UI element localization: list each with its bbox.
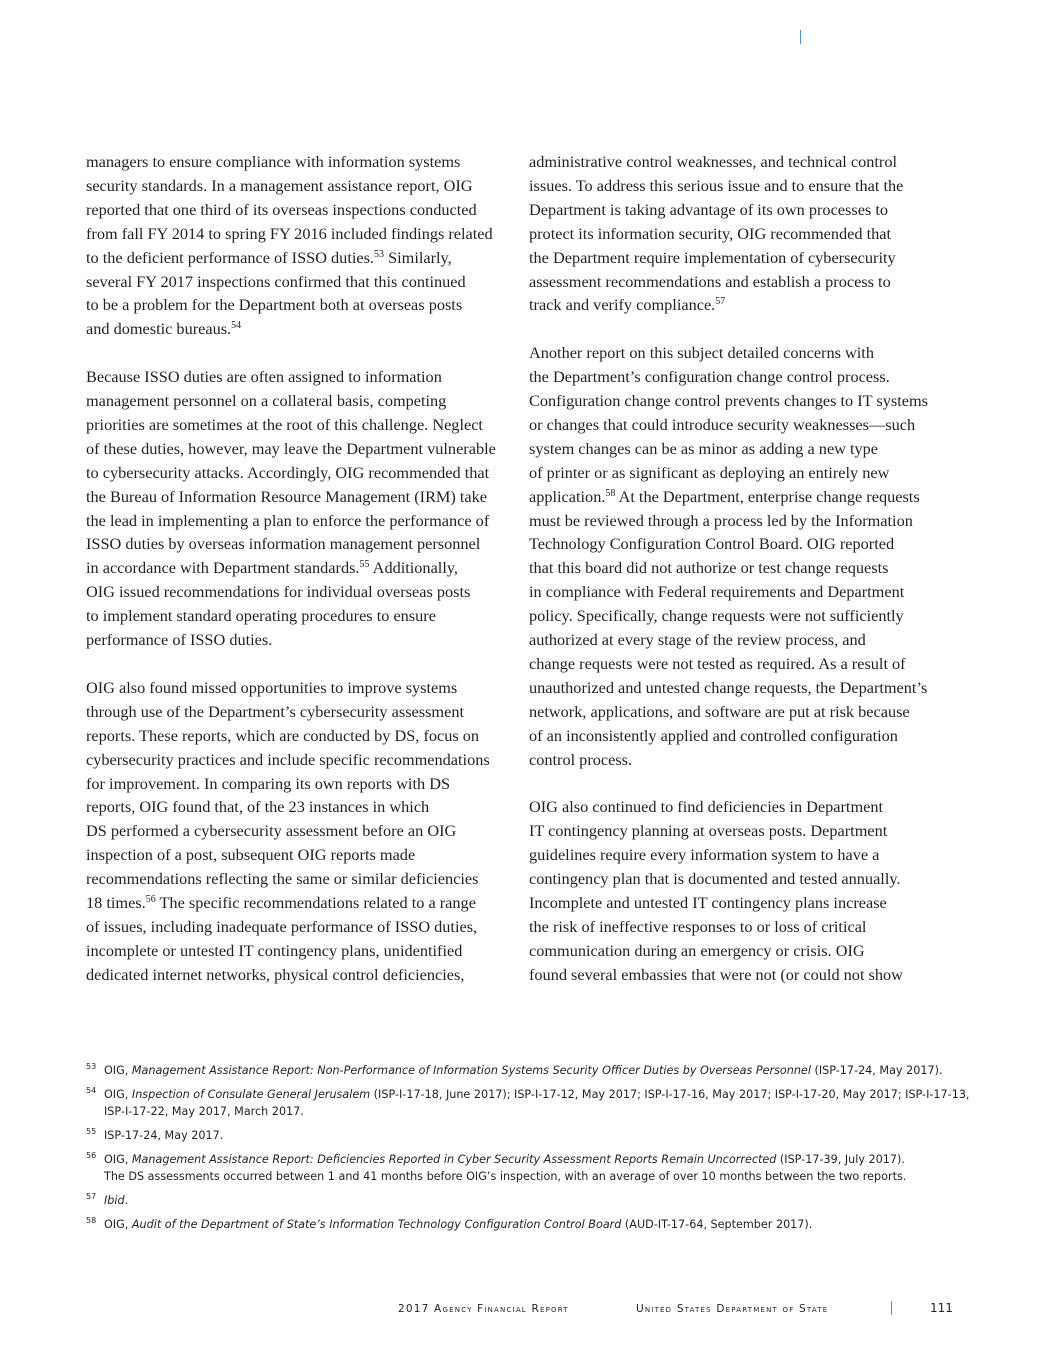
text-line: the Bureau of Information Resource Management (IRM) take: [86, 486, 488, 506]
text-line: that this board did not authorize or test change requests: [529, 558, 889, 578]
text-line: OIG also continued to find deficiencies in Department: [529, 797, 884, 817]
footnotes: [86, 1062, 970, 1240]
text-line: authorized at every stage of the review process, and: [529, 630, 866, 650]
text-line: management personnel on a collateral basis, competing: [86, 391, 447, 411]
text-line: IT contingency planning at overseas posts. Department: [529, 821, 888, 841]
footnote-number: 56: [86, 1151, 97, 1160]
footnote: [86, 1062, 966, 1079]
text-line: change requests were not tested as required. As a result of: [529, 654, 906, 674]
text-line: priorities are sometimes at the root of this challenge. Neglect: [86, 414, 483, 434]
body-paragraph: [529, 341, 961, 771]
footer-report-title: 2017 Agency Financial Report: [398, 1303, 569, 1315]
footnote: [86, 1151, 966, 1185]
footnote-line: Ibid.: [104, 1194, 129, 1207]
body-paragraph: [86, 150, 518, 341]
footnote: [86, 1086, 970, 1120]
body-paragraph: [529, 150, 961, 317]
text-line: Technology Configuration Control Board. OIG reported: [529, 534, 895, 554]
text-line: OIG also found missed opportunities to improve systems: [86, 677, 458, 697]
text-line: reports. These reports, which are conducted by DS, focus on: [86, 725, 480, 745]
footnote-reference: 58: [605, 487, 616, 499]
footnote-number: 57: [86, 1192, 97, 1201]
text-line: Department is taking advantage of its own processes to: [529, 199, 888, 219]
text-line: incomplete or untested IT contingency plans, unidentified: [86, 940, 463, 960]
body-paragraph: [529, 795, 961, 986]
body-paragraph: [86, 365, 518, 652]
text-line: from fall FY 2014 to spring FY 2016 included findings related: [86, 223, 493, 243]
text-line: Incomplete and untested IT contingency plans increase: [529, 893, 887, 913]
body-column-right: [529, 150, 961, 1011]
text-line: several FY 2017 inspections confirmed that this continued: [86, 271, 466, 291]
page-footer: [0, 1300, 1043, 1320]
text-line: or changes that could introduce security weaknesses—such: [529, 414, 916, 434]
text-line: Because ISSO duties are often assigned to information: [86, 367, 442, 387]
text-line: guidelines require every information system to have a: [529, 845, 880, 865]
text-line: performance of ISSO duties.: [86, 630, 273, 650]
text-line: reports, OIG found that, of the 23 instances in which: [86, 797, 430, 817]
footnote: [86, 1192, 966, 1209]
footnote-reference: 54: [231, 320, 242, 332]
text-line: in compliance with Federal requirements and Department: [529, 582, 905, 602]
text-line: of these duties, however, may leave the Department vulnerable: [86, 438, 496, 458]
footnote-reference: 55: [359, 559, 370, 571]
text-line: the risk of ineffective responses to or loss of critical: [529, 916, 867, 936]
body-column-left: [86, 150, 518, 1011]
text-line: Configuration change control prevents changes to IT systems: [529, 391, 928, 411]
footnote-line: OIG, Audit of the Department of State’s Information Technology Configuration Control Board (AUD-IT-17-64, September 2017).: [104, 1218, 813, 1231]
text-line: and domestic bureaus.$^{54}$: [86, 319, 242, 339]
text-line: control process.: [529, 749, 633, 769]
text-line: Another report on this subject detailed concerns with: [529, 343, 874, 363]
footnote-number: 55: [86, 1127, 97, 1136]
footnote-reference: 56: [145, 894, 156, 906]
footnote-line: ISP-I-17-22, May 2017, March 2017.: [104, 1105, 304, 1118]
text-line: for improvement. In comparing its own reports with DS: [86, 773, 451, 793]
text-line: security standards. In a management assistance report, OIG: [86, 175, 473, 195]
text-line: DS performed a cybersecurity assessment before an OIG: [86, 821, 457, 841]
text-line: communication during an emergency or crisis. OIG: [529, 940, 865, 960]
footnote-number: 54: [86, 1086, 97, 1095]
text-line: in accordance with Department standards.$^{55}$ Additionally,: [86, 558, 459, 578]
text-line: to the deficient performance of ISSO duties.$^{53}$ Similarly,: [86, 247, 452, 267]
text-line: recommendations reflecting the same or similar deficiencies: [86, 869, 479, 889]
footer-department: United States Department of State: [636, 1303, 829, 1315]
text-line: found several embassies that were not (or could not show: [529, 964, 903, 984]
text-line: must be reviewed through a process led by the Information: [529, 510, 913, 530]
footnote-line: ISP-17-24, May 2017.: [104, 1129, 224, 1142]
text-line: dedicated internet networks, physical control deficiencies,: [86, 964, 465, 984]
footnote-line: OIG, Management Assistance Report: Non-Performance of Information Systems Security Officer Duties by Overseas Personnel (ISP-17-24, May 2017).: [104, 1064, 943, 1077]
text-line: issues. To address this serious issue and to ensure that the: [529, 175, 904, 195]
text-line: the Department’s configuration change control process.: [529, 367, 890, 387]
text-line: to implement standard operating procedures to ensure: [86, 606, 436, 626]
text-line: administrative control weaknesses, and technical control: [529, 152, 898, 171]
text-line: contingency plan that is documented and tested annually.: [529, 869, 901, 889]
text-line: unauthorized and untested change requests, the Department’s: [529, 677, 928, 697]
text-line: cybersecurity practices and include specific recommendations: [86, 749, 490, 769]
text-line: the lead in implementing a plan to enforce the performance of: [86, 510, 490, 530]
page-number: 111: [930, 1301, 953, 1315]
text-line: of printer or as significant as deploying an entirely new: [529, 462, 890, 482]
footnote: [86, 1127, 966, 1144]
footer-divider: [891, 1301, 892, 1315]
footnote-number: 53: [86, 1062, 97, 1071]
text-line: of issues, including inadequate performance of ISSO duties,: [86, 916, 478, 936]
text-line: system changes can be as minor as adding a new type: [529, 438, 879, 458]
header-divider: [800, 30, 801, 44]
text-line: protect its information security, OIG recommended that: [529, 223, 891, 243]
text-line: track and verify compliance.$^{57}$: [529, 295, 726, 315]
text-line: 18 times.$^{56}$ The specific recommendations related to a range: [86, 893, 476, 913]
body-paragraph: [86, 676, 518, 987]
footnote-line: OIG, Management Assistance Report: Deficiencies Reported in Cyber Security Assessment Reports Remain Uncorrected (ISP-17-39, July 2017).: [104, 1153, 905, 1166]
text-line: policy. Specifically, change requests were not sufficiently: [529, 606, 904, 626]
text-line: to be a problem for the Department both at overseas posts: [86, 295, 463, 315]
footnote-reference: 57: [715, 296, 726, 308]
footnote-line: The DS assessments occurred between 1 and 41 months before OIG’s inspection, with an average of over 10 months between the two reports.: [104, 1170, 907, 1183]
text-line: managers to ensure compliance with information systems: [86, 152, 461, 171]
text-line: inspection of a post, subsequent OIG reports made: [86, 845, 416, 865]
text-line: reported that one third of its overseas inspections conducted: [86, 199, 477, 219]
text-line: application.$^{58}$ At the Department, enterprise change requests: [529, 486, 920, 506]
text-line: network, applications, and software are put at risk because: [529, 701, 910, 721]
text-line: to cybersecurity attacks. Accordingly, OIG recommended that: [86, 462, 490, 482]
footnote-line: OIG, Inspection of Consulate General Jerusalem (ISP-I-17-18, June 2017); ISP-I-17-12, May 2017; ISP-I-17-16, May 2017; ISP-I-17-20, May 2017; ISP-I-17-13,: [104, 1088, 970, 1101]
footnote-reference: 53: [374, 248, 384, 260]
text-line: the Department require implementation of cybersecurity: [529, 247, 896, 267]
text-line: through use of the Department’s cybersecurity assessment: [86, 701, 464, 721]
text-line: ISSO duties by overseas information management personnel: [86, 534, 481, 554]
text-line: assessment recommendations and establish a process to: [529, 271, 891, 291]
footnote-number: 58: [86, 1216, 97, 1225]
text-line: of an inconsistently applied and controlled configuration: [529, 725, 898, 745]
footnote: [86, 1216, 966, 1233]
text-line: OIG issued recommendations for individual overseas posts: [86, 582, 471, 602]
